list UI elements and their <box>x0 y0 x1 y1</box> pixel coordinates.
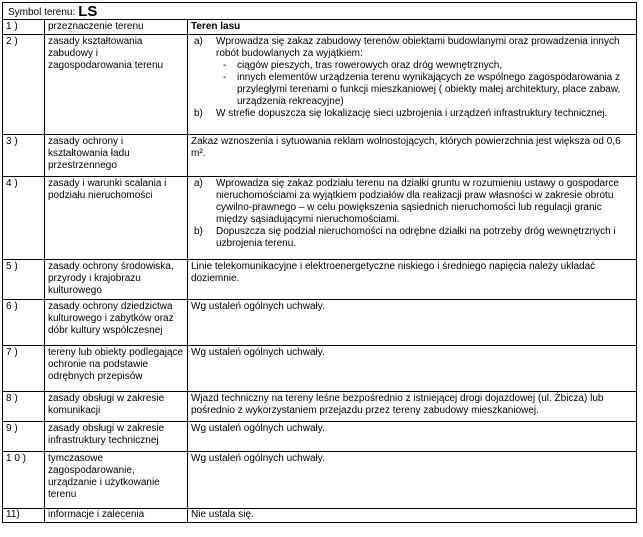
table-row <box>3 422 636 452</box>
row-content: Wg ustaleń ogólnych uchwały. <box>191 453 325 464</box>
row-label: zasady obsługi w zakresie komunikacji <box>45 392 188 421</box>
list-item: b) Dopuszcza się podział nieruchomości na odrębne działki na potrzeby dróg wewnętrznych i uzbrojenia terenu. <box>194 226 616 249</box>
table-row <box>3 392 636 422</box>
row-content: Nie ustala się. <box>191 509 254 520</box>
table-title <box>3 3 636 20</box>
row-number: 4 ) <box>3 177 45 259</box>
table-row <box>3 135 636 177</box>
list-item: b) W strefie dopuszcza się lokalizację sieci uzbrojenia i urządzeń infrastruktury technicznej. <box>194 108 608 119</box>
row-content: Wg ustaleń ogólnych uchwały. <box>191 423 325 434</box>
table-row <box>3 260 636 300</box>
row-number: 8 ) <box>3 392 45 421</box>
row-number: 2 ) <box>3 35 45 134</box>
terrain-purpose: Teren lasu <box>191 21 241 32</box>
table-row <box>3 300 636 346</box>
symbol-label: Symbol terenu: <box>8 7 76 18</box>
row-content <box>188 177 636 259</box>
row-number: 5 ) <box>3 260 45 299</box>
row-number: 3 ) <box>3 135 45 176</box>
list-item: - ciągów pieszych, tras rowerowych oraz dróg wewnętrznych, <box>223 60 503 71</box>
row-content: Wg ustaleń ogólnych uchwały. <box>191 301 325 312</box>
row-label: tereny lub obiekty podlegające ochronie na podstawie odrębnych przepisów <box>45 346 188 391</box>
row-label: tymczasowe zagospodarowanie, urządzanie i użytkowanie terenu <box>45 452 188 508</box>
row-number: 11) <box>3 509 45 522</box>
terrain-table <box>2 2 637 523</box>
row-label: zasady kształtowania zabudowy i zagospodarowania terenu <box>45 35 188 134</box>
row-label: zasady obsługi w zakresie infrastruktury technicznej <box>45 422 188 451</box>
table-row <box>3 452 636 509</box>
row-content: Wg ustaleń ogólnych uchwały. <box>191 347 325 358</box>
row-content: Linie telekomunikacyjne i elektroenergetyczne niskiego i średniego napięcia należy układać doziemnie. <box>191 261 596 284</box>
terrain-symbol: LS <box>78 3 98 20</box>
row-number: 7 ) <box>3 346 45 391</box>
row-label: zasady ochrony środowiska, przyrody i krajobrazu kulturowego <box>45 260 188 299</box>
table-row <box>3 346 636 392</box>
row-label: przeznaczenie terenu <box>45 20 188 34</box>
row-content: Zakaz wznoszenia i sytuowania reklam wolnostojących, których powierzchnia jest większa od 0,6 m². <box>191 136 621 159</box>
table-row <box>3 20 636 35</box>
table-row <box>3 35 636 135</box>
row-label: zasady ochrony dziedzictwa kulturowego i zabytków oraz dóbr kultury współczesnej <box>45 300 188 345</box>
row-number: 1 ) <box>3 20 45 34</box>
row-content <box>188 35 636 134</box>
row-number: 1 0 ) <box>3 452 45 508</box>
row-number: 9 ) <box>3 422 45 451</box>
row-label: zasady i warunki scalania i podziału nieruchomości <box>45 177 188 259</box>
row-label: zasady ochrony i kształtowania ładu przestrzennego <box>45 135 188 176</box>
row-number: 6 ) <box>3 300 45 345</box>
list-item: - innych elementów urządzenia terenu wynikających ze wspólnego zagospodarowania z przyległymi terenami o funkcji mieszkaniowej ( obiekty małej architektury, place zabaw, urządzenia rekreacyjne) <box>223 72 621 107</box>
list-item: a) Wprowadza się zakaz zabudowy terenów obiektami budowlanymi oraz prowadzenia innych robót budowlanych za wyjątkiem: <box>194 36 620 59</box>
list-item: a) Wprowadza się zakaz podziału terenu na działki gruntu w rozumieniu ustawy o gospodarce nieruchomościami za wyjątkiem podziałów dla realizacji praw własności w zakresie obrotu cywilno-prawnego – w celu powiększenia sąsiednich nieruchomości lub regulacji granic między sąsiadującymi nieruchomościami. <box>194 178 619 225</box>
row-label: informacje i zalecenia <box>45 509 188 522</box>
table-row <box>3 177 636 260</box>
row-content: Wjazd techniczny na tereny leśne bezpośrednio z istniejącej drogi dojazdowej (ul. Żbicza) lub pośrednio z wykorzystaniem przejazdu przez tereny zabudowy mieszkaniowej. <box>191 393 604 416</box>
table-row <box>3 509 636 522</box>
